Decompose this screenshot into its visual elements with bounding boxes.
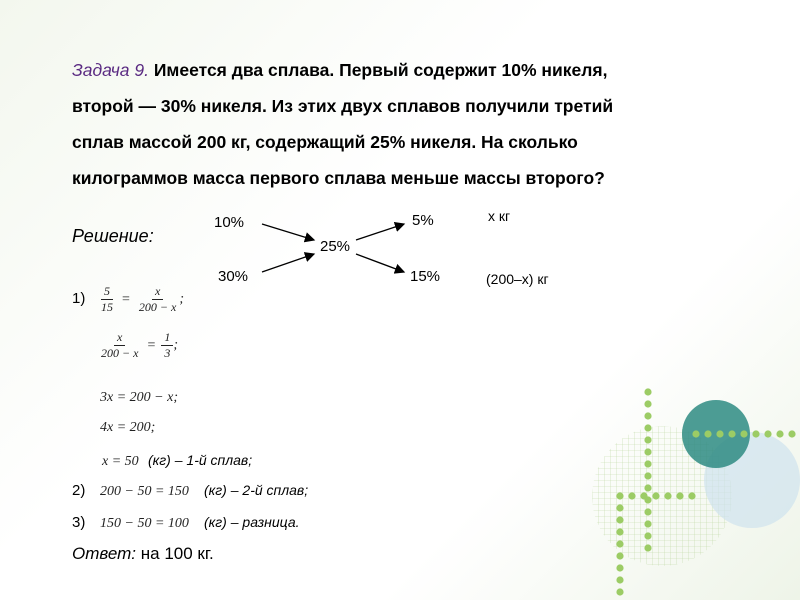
formula-proportion-2: [98, 330, 178, 361]
formula-proportion-1: [98, 284, 184, 315]
fraction-x-200-x: [98, 330, 141, 361]
teal-circle: [682, 400, 750, 468]
fraction-denominator: 3: [164, 346, 171, 360]
fraction-5-15: [98, 284, 116, 315]
formula-3x: 3x = 200 − x;: [100, 390, 178, 405]
fraction-1-3: [161, 330, 173, 361]
step-3-number: 3): [72, 514, 86, 531]
arrow-10-to-25: [262, 224, 314, 240]
answer: [72, 544, 214, 564]
formula-tail: ;: [179, 291, 185, 307]
fraction-denominator: 15: [101, 300, 113, 314]
fraction-numerator: x: [114, 330, 125, 346]
step-2-number: 2): [72, 482, 86, 499]
note-second-alloy: (кг) – 2-й сплав;: [204, 482, 309, 498]
problem-line-2: второй — 30% никеля. Из этих двух сплавов получили третий: [72, 96, 614, 116]
note-first-alloy: (кг) – 1-й сплав;: [148, 452, 253, 468]
equals-sign: =: [122, 291, 130, 307]
arrow-25-to-5: [356, 224, 404, 240]
decorative-circles-graphic: [592, 384, 800, 600]
fraction-numerator: 1: [161, 330, 173, 346]
formula-tail: ;: [173, 337, 179, 353]
formula-4x: 4x = 200;: [100, 420, 156, 435]
arrow-30-to-25: [262, 254, 314, 272]
step-1-number: 1): [72, 290, 86, 307]
fraction-denominator: 200 − x: [138, 300, 177, 314]
percent-mixture: 25%: [320, 238, 351, 255]
mass-second-alloy: (200–х) кг: [486, 271, 549, 287]
fraction-numerator: x: [152, 284, 163, 300]
arrow-25-to-15: [356, 254, 404, 272]
formula-x-50: x = 50: [102, 454, 139, 469]
percent-first-alloy: 10%: [214, 214, 245, 231]
answer-text: на 100 кг.: [140, 544, 214, 563]
problem-line-3: сплав массой 200 кг, содержащий 25% никеля. На сколько: [72, 132, 578, 152]
fraction-x-200-x: [136, 284, 179, 315]
percent-diff-1: 5%: [412, 212, 434, 229]
problem-line-1-text: Имеется два сплава. Первый содержит 10% никеля,: [153, 60, 608, 80]
problem-line-4: килограммов масса первого сплава меньше массы второго?: [72, 168, 605, 188]
problem-label: Задача 9.: [72, 60, 149, 80]
note-difference: (кг) – разница.: [204, 514, 300, 530]
fraction-numerator: 5: [101, 284, 113, 300]
mass-first-alloy: х кг: [488, 208, 511, 224]
percent-second-alloy: 30%: [218, 268, 249, 285]
answer-label: Ответ:: [72, 544, 137, 563]
formula-100: 150 − 50 = 100: [100, 516, 189, 531]
percent-diff-2: 15%: [410, 268, 441, 285]
equals-sign: =: [147, 337, 156, 353]
formula-150: 200 − 50 = 150: [100, 484, 189, 499]
fraction-denominator: 200 − x: [101, 346, 139, 360]
solution-label: Решение:: [72, 226, 154, 246]
